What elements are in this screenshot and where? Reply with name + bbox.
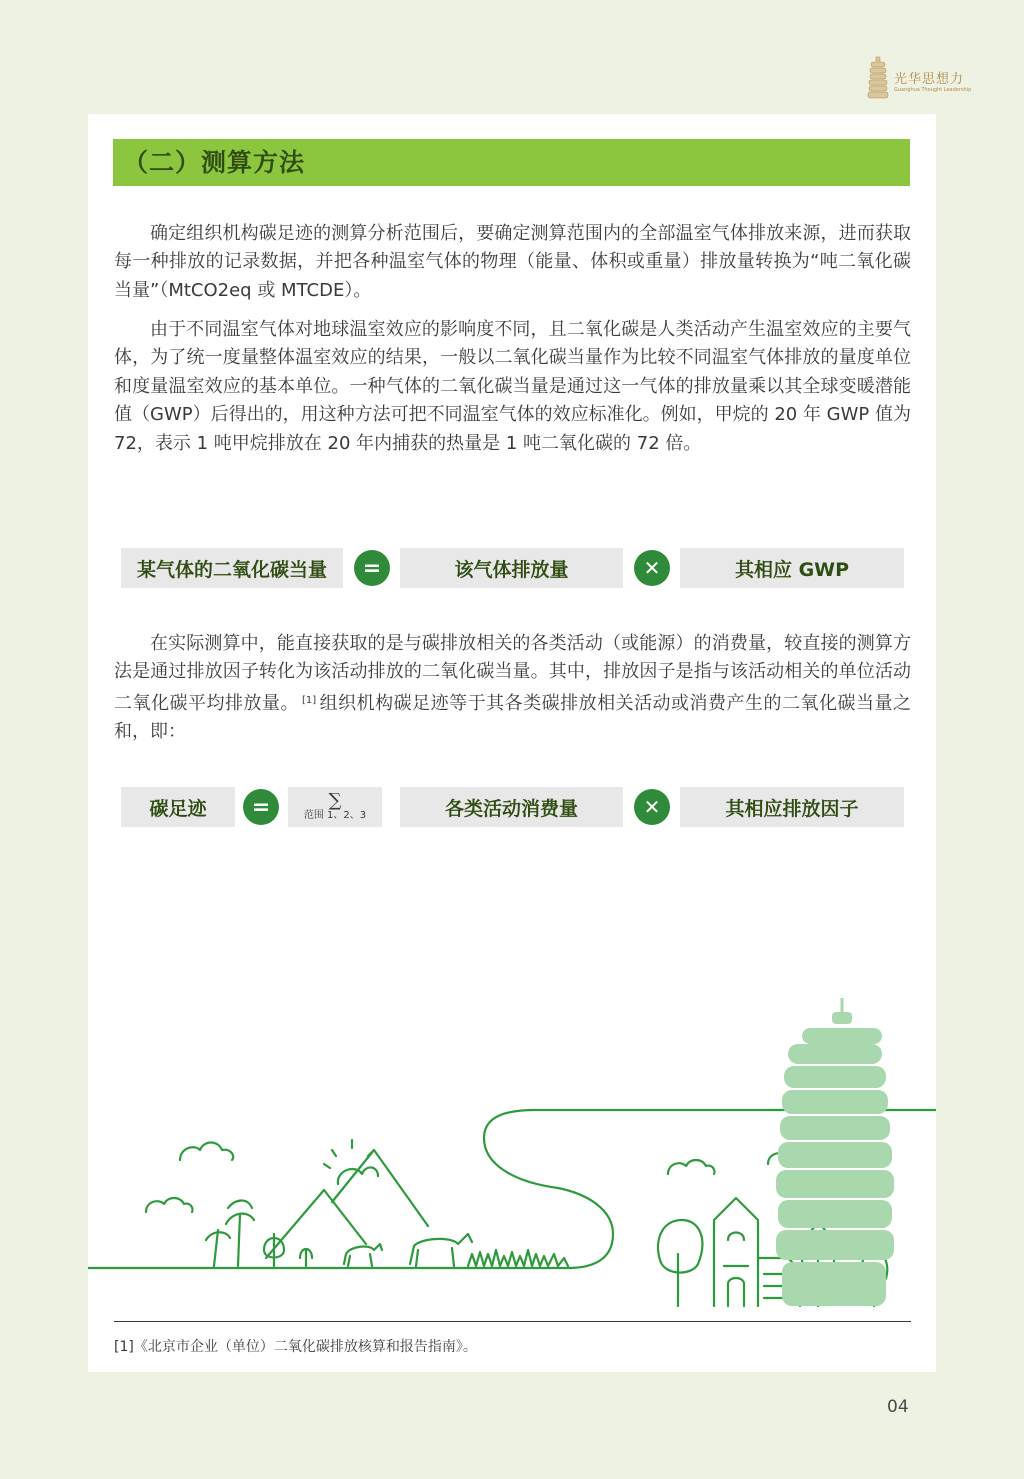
tree-icon	[300, 1249, 312, 1266]
footnote-reference[interactable]: [1]	[301, 694, 317, 706]
section-title: （二）测算方法	[123, 148, 306, 177]
formula-left-term: 某气体的二氧化碳当量	[121, 548, 343, 588]
cloud-icon	[146, 1198, 193, 1212]
grass-icon	[468, 1250, 568, 1266]
content-card	[88, 114, 936, 1372]
mountain-icon	[266, 1150, 428, 1258]
cloud-icon	[180, 1143, 233, 1161]
brand-logo	[866, 56, 972, 104]
landscape-illustration	[88, 894, 936, 1314]
footnote: [1]《北京市企业（单位）二氧化碳排放核算和报告指南》。	[114, 1339, 477, 1355]
formula-term-emission: 该气体排放量	[400, 548, 623, 588]
cloud-icon	[668, 1160, 715, 1174]
formula-term-emission-factor: 其相应排放因子	[680, 787, 904, 827]
palm-tree-icon	[206, 1201, 254, 1267]
house-icon	[714, 1198, 758, 1306]
sigma-icon: ∑	[328, 790, 342, 811]
sun-rays	[324, 1140, 372, 1168]
paragraph-3-text-a: 在实际测算中，能直接获取的是与碳排放相关的各类活动（或能源）的消费量，较直接的测算方法是通过排放因子转化为该活动排放的二氧化碳当量。其中，排放因子是指与该活动相关的单位活动二氧化碳平均排放量。	[114, 633, 911, 714]
formula-carbon-footprint	[88, 787, 936, 827]
formula-term-gwp: 其相应 GWP	[680, 548, 904, 588]
equals-icon: =	[243, 789, 279, 825]
formula-co2-equivalent	[88, 548, 936, 588]
cow-icon	[410, 1234, 472, 1266]
paragraph-3	[114, 630, 911, 747]
animal-icon	[344, 1244, 382, 1266]
equals-icon: =	[354, 550, 390, 586]
tree-icon	[658, 1220, 702, 1306]
section-header	[113, 139, 910, 186]
multiply-icon: ✕	[634, 789, 670, 825]
formula-left-term: 碳足迹	[121, 787, 235, 827]
sun-icon	[338, 1167, 378, 1184]
footnote-divider	[114, 1321, 911, 1322]
house-details	[724, 1233, 748, 1307]
formula-term-activity: 各类活动消费量	[400, 787, 623, 827]
paragraph-1: 确定组织机构碳足迹的测算分析范围后，要确定测算范围内的全部温室气体排放来源，进而获取每一种排放的记录数据，并把各种温室气体的物理（能量、体积或重量）排放量转换为“吨二氧化碳当量”（MtCO2eq 或 MTCDE）。	[114, 223, 911, 301]
paragraph-2: 由于不同温室气体对地球温室效应的影响度不同，且二氧化碳是人类活动产生温室效应的主要气体，为了统一度量整体温室效应的结果，一般以二氧化碳当量作为比较不同温室气体排放的量度单位和度量温室效应的基本单位。一种气体的二氧化碳当量是通过这一气体的排放量乘以其全球变暖潜能值（GWP）后得出的，用这种方法可把不同温室气体的效应标准化。例如，甲烷的 20 年 GWP 值为 72，表示 1 吨甲烷排放在 20 年内捕获的热量是 1 吨二氧化碳的 72 倍。	[114, 319, 911, 454]
logo-subtitle: Guanghua Thought Leadership	[894, 87, 972, 93]
paragraph-3-text-b: 组织机构碳足迹等于其各类碳排放相关活动或消费产生的二氧化碳当量之和，即：	[114, 692, 912, 743]
page-number: 04	[887, 1397, 909, 1417]
pagoda-logo-icon	[866, 56, 890, 102]
logo-text: 光华思想力	[894, 72, 965, 87]
multiply-icon: ✕	[634, 550, 670, 586]
sigma-subscript: 范围 1、2、3	[303, 810, 367, 821]
sigma-scope-box	[288, 787, 382, 827]
